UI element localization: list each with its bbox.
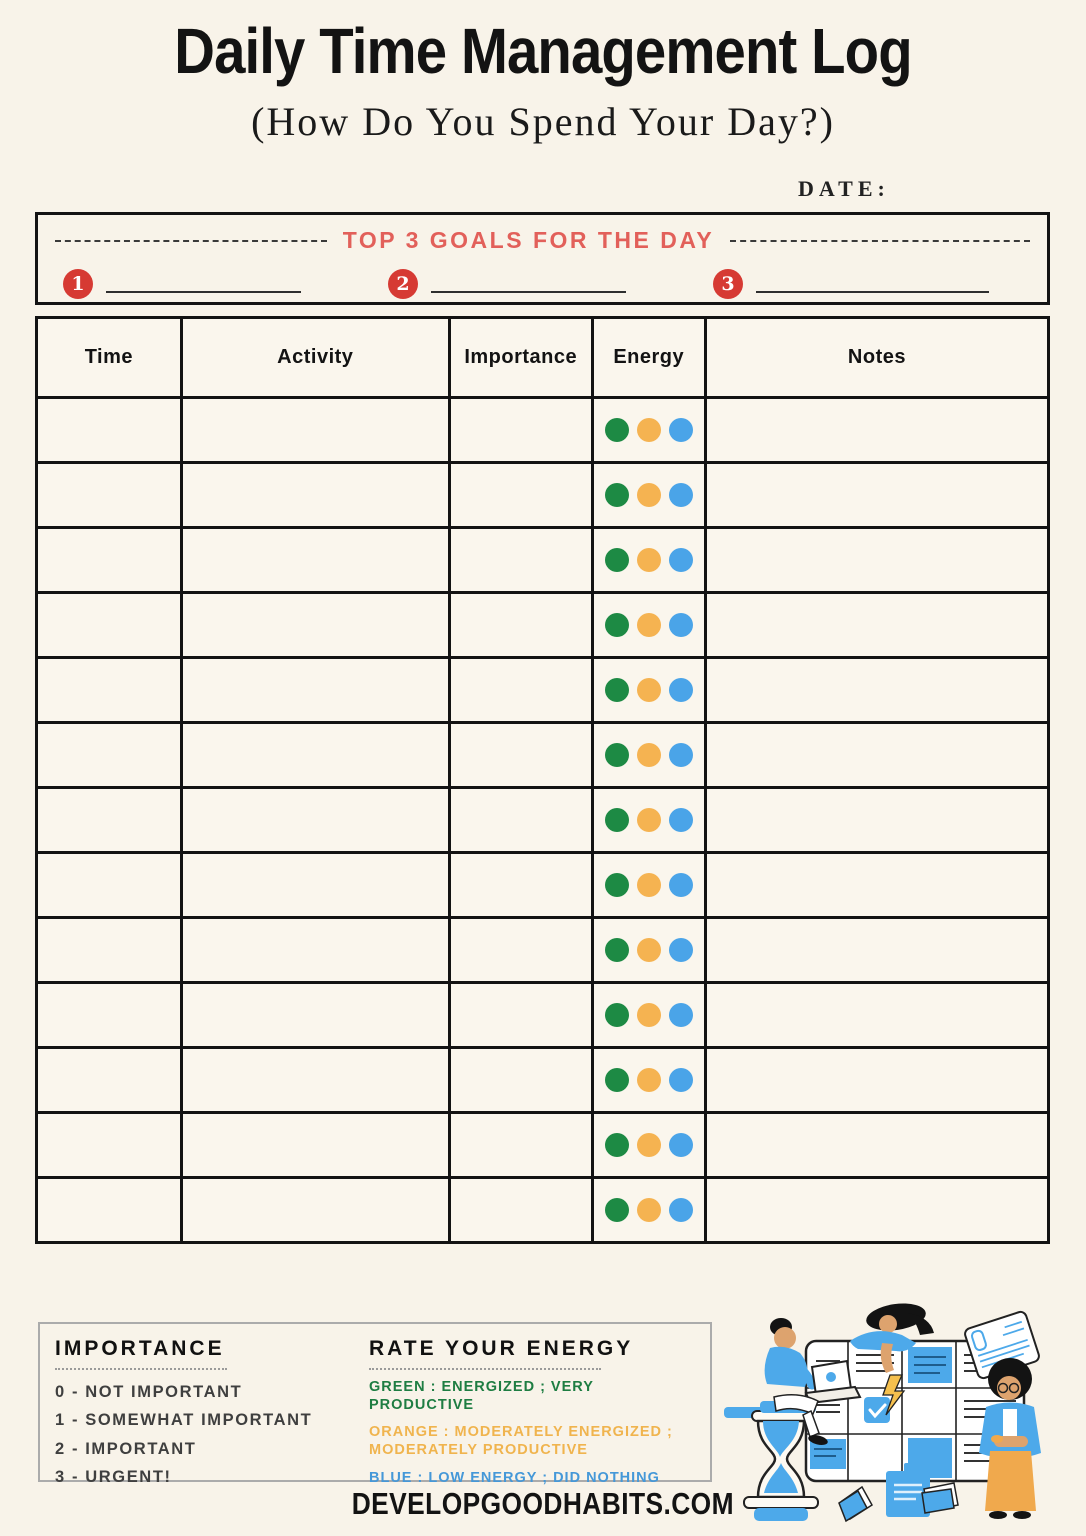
cell-notes[interactable]	[705, 528, 1048, 593]
energy-heading: RATE YOUR ENERGY	[369, 1337, 634, 1360]
cell-notes[interactable]	[705, 593, 1048, 658]
energy-dot-orange[interactable]	[637, 1068, 661, 1092]
log-table-body	[37, 398, 1049, 1243]
cell-importance[interactable]	[449, 788, 592, 853]
goal-item-3	[713, 269, 989, 299]
goal-number-badge-3: 3	[713, 269, 743, 299]
energy-dot-blue[interactable]	[669, 1003, 693, 1027]
cell-time[interactable]	[37, 1178, 182, 1243]
log-row	[37, 1113, 1049, 1178]
energy-item: GREEN : ENERGIZED ; VERY PRODUCTIVE	[369, 1379, 594, 1414]
energy-dot-green[interactable]	[605, 418, 629, 442]
energy-legend	[355, 1324, 710, 1486]
cell-activity[interactable]	[181, 1048, 449, 1113]
energy-dot-green[interactable]	[605, 743, 629, 767]
cell-importance[interactable]	[449, 528, 592, 593]
cell-energy[interactable]	[592, 398, 705, 463]
cell-energy[interactable]	[592, 1113, 705, 1178]
energy-dot-orange[interactable]	[637, 1133, 661, 1157]
cell-importance[interactable]	[449, 463, 592, 528]
energy-dot-blue[interactable]	[669, 1068, 693, 1092]
legend-box	[38, 1322, 712, 1487]
importance-heading: IMPORTANCE	[55, 1337, 225, 1360]
goals-box	[35, 212, 1050, 305]
page-title-text: Daily Time Management Log	[174, 15, 912, 87]
cell-notes[interactable]	[705, 1178, 1048, 1243]
dotted-divider	[369, 1368, 601, 1370]
cell-time[interactable]	[37, 593, 182, 658]
energy-dot-blue[interactable]	[669, 483, 693, 507]
cell-notes[interactable]	[705, 1048, 1048, 1113]
energy-dot-orange[interactable]	[637, 483, 661, 507]
log-row	[37, 593, 1049, 658]
goal-number-badge-1: 1	[63, 269, 93, 299]
energy-dot-orange[interactable]	[637, 1198, 661, 1222]
log-row	[37, 723, 1049, 788]
cell-activity[interactable]	[181, 723, 449, 788]
log-row	[37, 658, 1049, 723]
cell-activity[interactable]	[181, 788, 449, 853]
importance-legend	[40, 1324, 355, 1487]
energy-dot-orange[interactable]	[637, 808, 661, 832]
cell-activity[interactable]	[181, 918, 449, 983]
dashed-divider-right	[730, 240, 1030, 242]
cell-notes[interactable]	[705, 463, 1048, 528]
cell-energy[interactable]	[592, 593, 705, 658]
energy-dot-green[interactable]	[605, 613, 629, 637]
cell-importance[interactable]	[449, 593, 592, 658]
cell-time[interactable]	[37, 1048, 182, 1113]
energy-dot-orange[interactable]	[637, 938, 661, 962]
dashed-divider-left	[55, 240, 327, 242]
log-row	[37, 983, 1049, 1048]
cell-importance[interactable]	[449, 1113, 592, 1178]
cell-importance[interactable]	[449, 658, 592, 723]
log-row	[37, 788, 1049, 853]
cell-time[interactable]	[37, 528, 182, 593]
log-row	[37, 1048, 1049, 1113]
cell-importance[interactable]	[449, 723, 592, 788]
energy-dot-blue[interactable]	[669, 808, 693, 832]
energy-items	[369, 1378, 704, 1487]
goal-input-line-2[interactable]	[431, 269, 626, 293]
energy-item: BLUE : LOW ENERGY ; DID NOTHING	[369, 1469, 660, 1486]
page-title	[0, 14, 1086, 88]
cell-importance[interactable]	[449, 1048, 592, 1113]
energy-dot-orange[interactable]	[637, 678, 661, 702]
energy-dot-blue[interactable]	[669, 678, 693, 702]
energy-dot-green[interactable]	[605, 1068, 629, 1092]
energy-dot-green[interactable]	[605, 483, 629, 507]
cell-activity[interactable]	[181, 1178, 449, 1243]
cell-activity[interactable]	[181, 983, 449, 1048]
energy-dot-orange[interactable]	[637, 1003, 661, 1027]
cell-energy[interactable]	[592, 528, 705, 593]
cell-notes[interactable]	[705, 918, 1048, 983]
energy-dot-green[interactable]	[605, 808, 629, 832]
cell-time[interactable]	[37, 463, 182, 528]
cell-importance[interactable]	[449, 983, 592, 1048]
energy-dot-orange[interactable]	[637, 418, 661, 442]
log-row	[37, 528, 1049, 593]
column-header-activity: Activity	[181, 318, 449, 398]
column-header-time: Time	[37, 318, 182, 398]
cell-time[interactable]	[37, 658, 182, 723]
energy-dot-blue[interactable]	[669, 548, 693, 572]
cell-activity[interactable]	[181, 593, 449, 658]
energy-dot-green[interactable]	[605, 938, 629, 962]
cell-time[interactable]	[37, 853, 182, 918]
goals-items	[38, 269, 1047, 299]
energy-dot-green[interactable]	[605, 1198, 629, 1222]
log-table-head-row	[37, 318, 1049, 398]
energy-dot-green[interactable]	[605, 1003, 629, 1027]
energy-dot-orange[interactable]	[637, 743, 661, 767]
goals-heading: TOP 3 GOALS FOR THE DAY	[342, 227, 715, 253]
cell-importance[interactable]	[449, 398, 592, 463]
energy-dot-blue[interactable]	[669, 1198, 693, 1222]
cell-activity[interactable]	[181, 1113, 449, 1178]
cell-time[interactable]	[37, 1113, 182, 1178]
cell-notes[interactable]	[705, 658, 1048, 723]
importance-items	[55, 1378, 355, 1492]
cell-energy[interactable]	[592, 983, 705, 1048]
cell-importance[interactable]	[449, 918, 592, 983]
cell-time[interactable]	[37, 723, 182, 788]
cell-notes[interactable]	[705, 1113, 1048, 1178]
importance-item: 3 - URGENT!	[55, 1468, 172, 1487]
energy-dot-blue[interactable]	[669, 938, 693, 962]
energy-dot-blue[interactable]	[669, 418, 693, 442]
importance-item: 2 - IMPORTANT	[55, 1439, 197, 1458]
page-subtitle	[0, 98, 1086, 145]
cell-activity[interactable]	[181, 398, 449, 463]
energy-dot-blue[interactable]	[669, 613, 693, 637]
energy-dot-green[interactable]	[605, 548, 629, 572]
cell-activity[interactable]	[181, 528, 449, 593]
website-text: DEVELOPGOODHABITS.COM	[351, 1486, 735, 1521]
column-header-importance: Importance	[449, 318, 592, 398]
energy-dot-green[interactable]	[605, 873, 629, 897]
goal-item-2	[388, 269, 626, 299]
cell-energy[interactable]	[592, 1178, 705, 1243]
cell-energy[interactable]	[592, 463, 705, 528]
energy-dot-blue[interactable]	[669, 743, 693, 767]
log-row	[37, 398, 1049, 463]
cell-energy[interactable]	[592, 788, 705, 853]
energy-dot-blue[interactable]	[669, 873, 693, 897]
cell-activity[interactable]	[181, 658, 449, 723]
page-subtitle-text: (How Do You Spend Your Day?)	[251, 99, 835, 144]
goal-input-line-1[interactable]	[106, 269, 301, 293]
cell-notes[interactable]	[705, 788, 1048, 853]
energy-dot-green[interactable]	[605, 678, 629, 702]
cell-time[interactable]	[37, 788, 182, 853]
cell-time[interactable]	[37, 983, 182, 1048]
cell-energy[interactable]	[592, 1048, 705, 1113]
log-row	[37, 918, 1049, 983]
cell-activity[interactable]	[181, 463, 449, 528]
cell-time[interactable]	[37, 918, 182, 983]
cell-energy[interactable]	[592, 918, 705, 983]
importance-item: 1 - SOMEWHAT IMPORTANT	[55, 1411, 313, 1430]
time-log-table	[35, 316, 1050, 1244]
energy-dot-orange[interactable]	[637, 548, 661, 572]
cell-notes[interactable]	[705, 853, 1048, 918]
cell-notes[interactable]	[705, 723, 1048, 788]
energy-dot-orange[interactable]	[637, 613, 661, 637]
goal-item-1	[63, 269, 301, 299]
dotted-divider	[55, 1368, 227, 1370]
log-row	[37, 463, 1049, 528]
importance-item: 0 - NOT IMPORTANT	[55, 1383, 243, 1401]
cell-importance[interactable]	[449, 1178, 592, 1243]
log-row	[37, 853, 1049, 918]
column-header-energy: Energy	[592, 318, 705, 398]
footer	[0, 1486, 1086, 1522]
energy-dot-orange[interactable]	[637, 873, 661, 897]
date-label: DATE:	[798, 176, 890, 201]
goal-input-line-3[interactable]	[756, 269, 989, 293]
cell-energy[interactable]	[592, 853, 705, 918]
cell-notes[interactable]	[705, 983, 1048, 1048]
energy-dot-blue[interactable]	[669, 1133, 693, 1157]
column-header-notes: Notes	[705, 318, 1048, 398]
cell-notes[interactable]	[705, 398, 1048, 463]
cell-importance[interactable]	[449, 853, 592, 918]
cell-energy[interactable]	[592, 723, 705, 788]
cell-time[interactable]	[37, 398, 182, 463]
energy-item: ORANGE : MODERATELY ENERGIZED ; MODERATELY PRODUCTIVE	[369, 1424, 673, 1459]
energy-dot-green[interactable]	[605, 1133, 629, 1157]
goal-number-badge-2: 2	[388, 269, 418, 299]
cell-activity[interactable]	[181, 853, 449, 918]
log-row	[37, 1178, 1049, 1243]
goals-heading-row	[38, 227, 1047, 254]
cell-energy[interactable]	[592, 658, 705, 723]
